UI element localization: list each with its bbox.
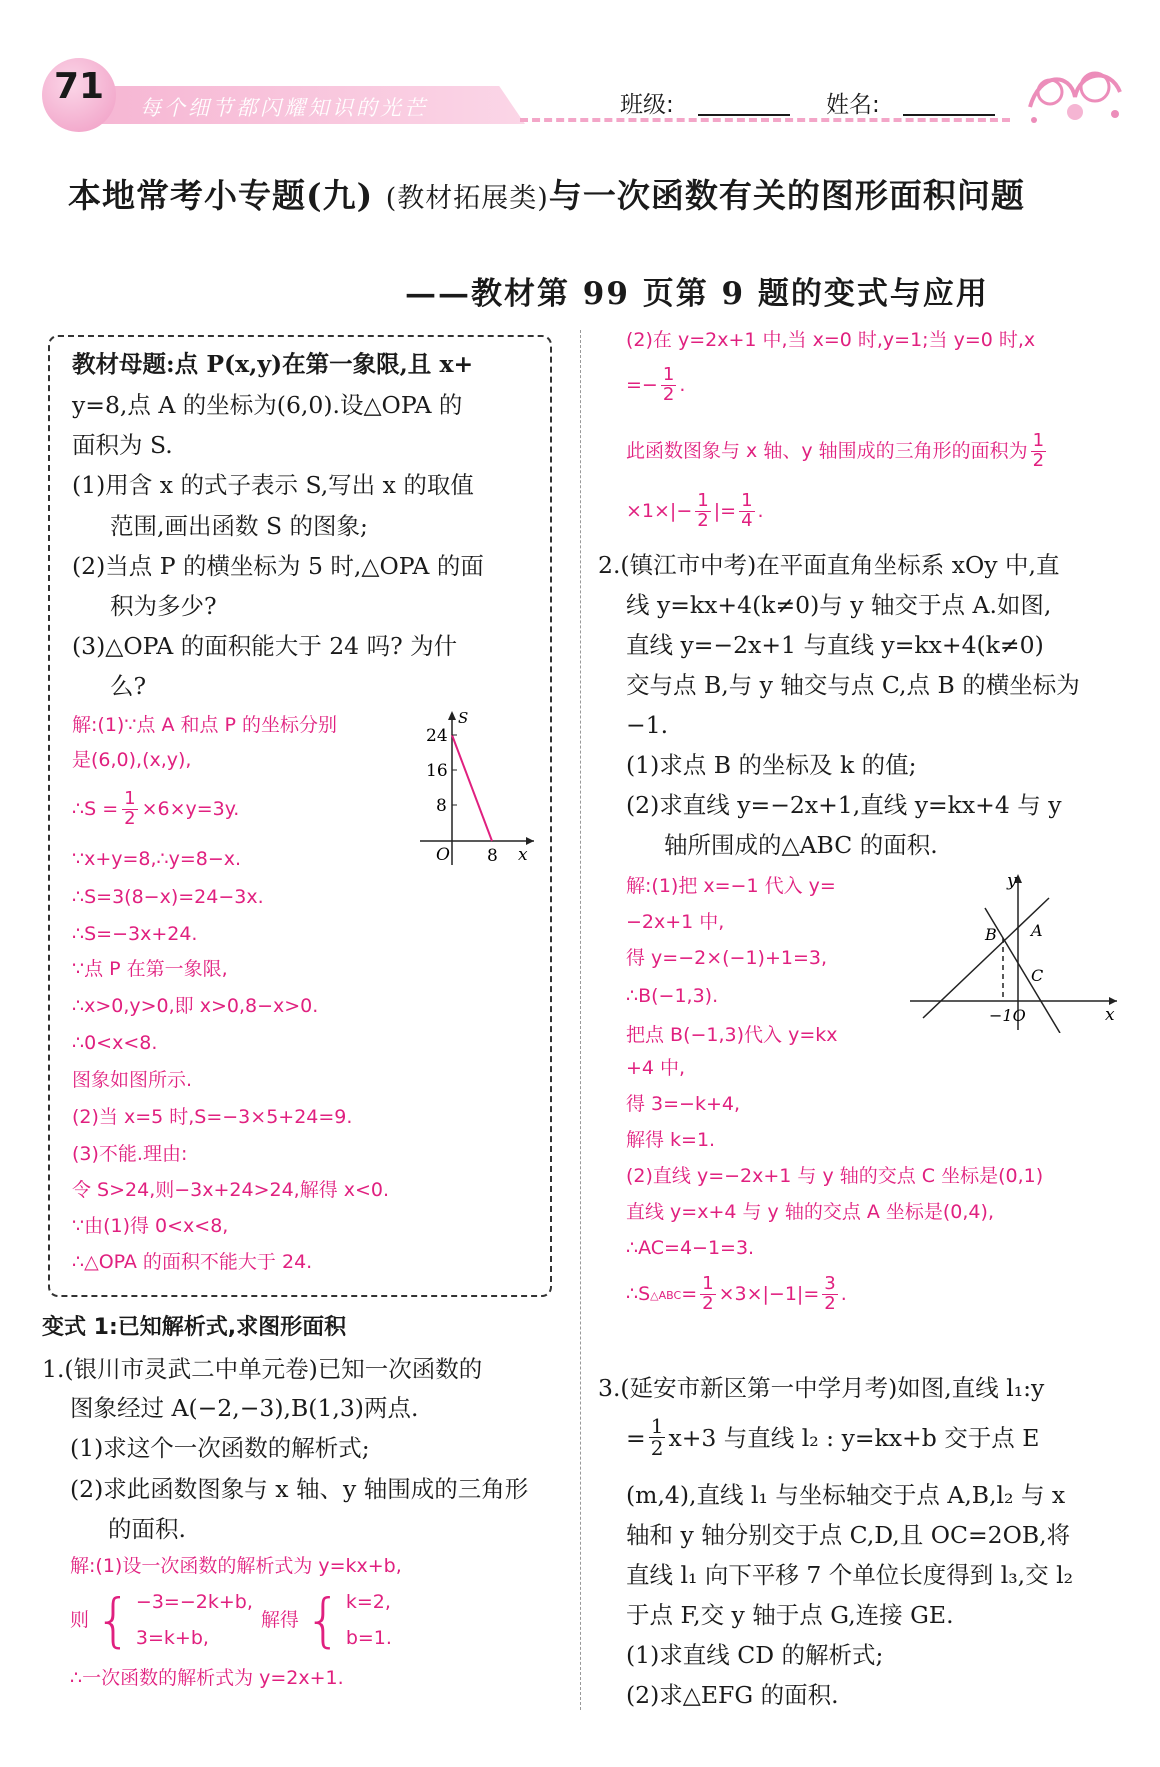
page-title [68, 170, 1025, 217]
solution-line: 图象如图所示. [72, 1069, 193, 1091]
page-number: 71 [53, 66, 105, 107]
mother-problem-line: (2)当点 P 的横坐标为 5 时,△OPA 的面 [72, 552, 484, 580]
graph2-line-kx4 [923, 898, 1049, 1018]
question2-line: 2.(镇江市中考)在平面直角坐标系 xOy 中,直 [598, 551, 1060, 579]
right-solution-line: ×1×|− $\frac{1}{2}$ |= $\frac{1}{4}$ . [626, 490, 764, 531]
question3-line: (1)求直线 CD 的解析式; [626, 1641, 884, 1669]
graph2-point-c: C [1031, 966, 1044, 985]
question2-solution-line: 解:(1)把 x=−1 代入 y= [626, 875, 836, 897]
graph2-y-label: y [1007, 871, 1017, 891]
title-part-c: 与一次函数有关的图形面积问题 [548, 176, 1025, 215]
flower-ornament-icon [1020, 52, 1130, 132]
graph1-tick-label: 8 [436, 796, 447, 816]
page-subtitle: ——教材第 99 页第 9 题的变式与应用 [405, 276, 989, 312]
solution-line: ∴S = $\frac{1}{2}$ ×6×y=3y. [72, 788, 240, 829]
mother-problem-line: 范围,画出函数 S 的图象; [110, 512, 368, 540]
variant1-question-line: 图象经过 A(−2,−3),B(1,3)两点. [70, 1394, 419, 1422]
graph1-s-label: S [458, 709, 469, 727]
graph2-point-b: B [985, 925, 997, 944]
solution-line: (2)当 x=5 时,S=−3×5+24=9. [72, 1106, 353, 1128]
variant1-solution-line: ∴一次函数的解析式为 y=2x+1. [70, 1667, 344, 1689]
question2-solution-line: ∴AC=4−1=3. [626, 1237, 755, 1259]
right-solution-line: (2)在 y=2x+1 中,当 x=0 时,y=1;当 y=0 时,x [626, 329, 1036, 351]
solution-line: ∴x>0,y>0,即 x>0,8−x>0. [72, 995, 319, 1017]
solution-line: ∴S=3(8−x)=24−3x. [72, 886, 264, 908]
solution-line: ∵x+y=8,∴y=8−x. [72, 848, 242, 870]
question2-line: 轴所围成的△ABC 的面积. [664, 831, 938, 859]
banner-slogan: 每个细节都闪耀知识的光芒 [140, 96, 428, 120]
variant1-equation-system: 则 { −3=−2k+b, 3=k+b, 解得 { k=2, b=1. [70, 1586, 392, 1654]
question3-line: 轴和 y 轴分别交于点 C,D,且 OC=2OB,将 [626, 1521, 1071, 1549]
column-divider [580, 330, 581, 1710]
question3-line: 3.(延安市新区第一中学月考)如图,直线 l₁:y [598, 1374, 1045, 1402]
question2-line: 线 y=kx+4(k≠0)与 y 轴交于点 A.如图, [626, 591, 1052, 619]
solution-line: ∵由(1)得 0<x<8, [72, 1215, 229, 1237]
question3-line: = $\frac{1}{2}$ x+3 与直线 l₂ : y=kx+b 交于点 E [626, 1414, 1040, 1460]
solution-line: ∴△OPA 的面积不能大于 24. [72, 1251, 313, 1273]
variant1-solution-line: 解:(1)设一次函数的解析式为 y=kx+b, [70, 1555, 402, 1577]
question2-line: −1. [626, 711, 669, 739]
solution-line: 解:(1)∵点 A 和点 P 的坐标分别 [72, 714, 338, 736]
graph1-tick-label: 16 [426, 761, 448, 781]
question2-solution-line: 得 y=−2×(−1)+1=3, [626, 947, 828, 969]
variant1-question-line: (2)求此函数图象与 x 轴、y 轴围成的三角形 [70, 1475, 529, 1503]
graph-abc-triangle [905, 868, 1120, 1033]
solution-line: ∵点 P 在第一象限, [72, 958, 228, 980]
question3-line: 于点 F,交 y 轴于点 G,连接 GE. [626, 1601, 954, 1629]
mother-problem-line: 么? [110, 672, 147, 700]
question2-solution-line: +4 中, [626, 1057, 686, 1079]
question2-solution-line: 直线 y=x+4 与 y 轴的交点 A 坐标是(0,4), [626, 1201, 994, 1223]
title-part-b: (教材拓展类) [385, 183, 549, 214]
name-field[interactable] [903, 114, 995, 116]
mother-problem-line: (1)用含 x 的式子表示 S,写出 x 的取值 [72, 471, 474, 499]
question2-solution-line: 得 3=−k+4, [626, 1093, 741, 1115]
variant1-heading: 变式 1:已知解析式,求图形面积 [42, 1315, 347, 1340]
graph2-point-a: A [1031, 921, 1043, 940]
class-label: 班级: [620, 92, 674, 118]
question3-line: 直线 l₁ 向下平移 7 个单位长度得到 l₃,交 l₂ [626, 1561, 1074, 1589]
solution-line: 是(6,0),(x,y), [72, 749, 192, 771]
right-solution-line: =− $\frac{1}{2}$ . [626, 364, 686, 405]
graph1-tick-label: 24 [426, 726, 448, 746]
question2-line: (2)求直线 y=−2x+1,直线 y=kx+4 与 y [626, 791, 1062, 819]
solution-line: ∴0<x<8. [72, 1032, 158, 1054]
question2-line: 交与点 B,与 y 轴交与点 C,点 B 的横坐标为 [626, 671, 1080, 699]
solution-line: 令 S>24,则−3x+24>24,解得 x<0. [72, 1179, 390, 1201]
variant1-question-line: 的面积. [108, 1515, 186, 1543]
mother-problem-line: y=8,点 A 的坐标为(6,0).设△OPA 的 [72, 391, 463, 419]
graph1-line [452, 735, 492, 841]
variant1-question-line: 1.(银川市灵武二中单元卷)已知一次函数的 [42, 1355, 483, 1383]
solution-line: ∴S=−3x+24. [72, 923, 198, 945]
mother-problem-line: 教材母题:点 P(x,y)在第一象限,且 x+ [72, 350, 474, 378]
graph2-x-label: x [1105, 1005, 1115, 1025]
class-field[interactable] [698, 114, 790, 116]
question2-line: (1)求点 B 的坐标及 k 的值; [626, 751, 917, 779]
name-label: 姓名: [826, 92, 880, 118]
question2-solution-line: (2)直线 y=−2x+1 与 y 轴的交点 C 坐标是(0,1) [626, 1165, 1044, 1187]
question3-line: (m,4),直线 l₁ 与坐标轴交于点 A,B,l₂ 与 x [626, 1481, 1066, 1509]
graph2-origin-label: −1O [989, 1006, 1026, 1025]
title-part-a: 本地常考小专题(九) [68, 176, 374, 215]
question2-line: 直线 y=−2x+1 与直线 y=kx+4(k≠0) [626, 631, 1044, 659]
header-dashed-line [520, 118, 1010, 122]
mother-problem-line: 积为多少? [110, 592, 217, 620]
graph-s-function [410, 705, 540, 870]
question3-line: (2)求△EFG 的面积. [626, 1681, 839, 1709]
question2-solution-line: ∴S △ABC = $\frac{1}{2}$ ×3×|−1|= $\frac{3}{2}$ . [626, 1273, 847, 1314]
question2-solution-line: −2x+1 中, [626, 911, 725, 933]
question2-solution-line: 把点 B(−1,3)代入 y=kx [626, 1024, 838, 1046]
variant1-question-line: (1)求这个一次函数的解析式; [70, 1434, 370, 1462]
question2-solution-line: ∴B(−1,3). [626, 985, 719, 1007]
graph1-tick-label: 8 [487, 846, 498, 866]
question2-solution-line: 解得 k=1. [626, 1129, 716, 1151]
graph1-x-label: x [518, 845, 528, 865]
solution-line: (3)不能.理由: [72, 1143, 188, 1165]
mother-problem-line: 面积为 S. [72, 431, 173, 459]
right-solution-line: 此函数图象与 x 轴、y 轴围成的三角形的面积为 $\frac{1}{2}$ [626, 430, 1045, 471]
mother-problem-line: (3)△OPA 的面积能大于 24 吗? 为什 [72, 632, 458, 660]
graph1-origin-label: O [436, 845, 450, 865]
